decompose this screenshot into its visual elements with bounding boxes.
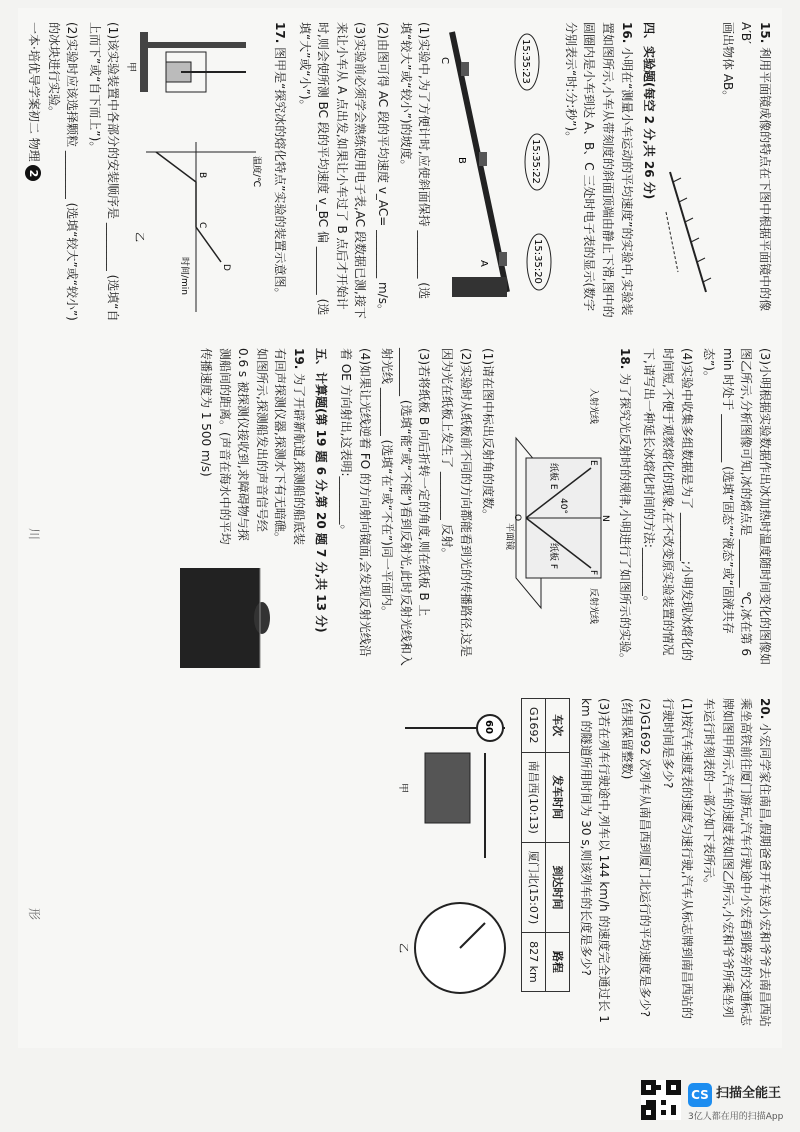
sonar-diagram xyxy=(180,568,300,668)
question-16 xyxy=(561,22,635,322)
rotated-page xyxy=(18,8,782,1048)
td-distance: 827 km xyxy=(521,933,545,992)
q18-number: 18. xyxy=(617,348,632,370)
board-e-label: 纸板 E xyxy=(548,463,559,490)
label-b: B xyxy=(456,157,468,164)
q16-sub3: (3)实验前必须学会熟练使用电子表,AC 段数据已测,接下来让小车从 A 点出发,如果让小车过了 B 点后才开始计时,则会使所测 BC 段的平均速度 v_BC 偏 ________ (选填“大”或“小”)。 xyxy=(297,22,368,319)
question-15 xyxy=(718,22,774,322)
reflected-ray-label: 反射光线 xyxy=(588,588,599,625)
footer-mid-mark: 川 xyxy=(26,528,41,541)
sign-and-speedometer xyxy=(395,698,515,1028)
ice-melting-diagram xyxy=(127,22,267,322)
clock-a: 15:35:20 xyxy=(532,239,544,284)
distance-sign xyxy=(425,753,470,823)
q17-text: 图甲是“探究冰的熔化特点”实验的装置示意图。 xyxy=(273,47,288,300)
graph-point-b: B xyxy=(197,172,208,179)
th-depart: 发车时间 xyxy=(546,752,570,842)
label-c: C xyxy=(439,57,451,64)
q20-text: 小宏同学家住南昌,假期爸爸开车送小宏和爷爷去南昌西站乘坐高铁前往厦门游玩,汽车行驶途中小宏看到路旁的交通标志牌如图甲所示,汽车的速度表如图乙所示,小宏和爷爷所乘坐列车运行时刻表的一部分如下表所示。 xyxy=(702,698,772,1027)
question-19 xyxy=(196,348,308,548)
td-depart: 南昌西(10:13) xyxy=(521,752,545,842)
q17-sub1: (1)该实验装置中各部分的安装顺序是 ________ (选填“自上而下”或“自下而上”)。 xyxy=(87,22,121,322)
page-number: 2 xyxy=(25,165,41,181)
mirror-label: 平面镜 xyxy=(504,523,515,551)
th-arrive: 到达时间 xyxy=(546,842,570,932)
section-4-title: 四、实验题(每空 2 分,共 26 分) xyxy=(642,22,657,200)
q19-sonar-figure xyxy=(180,568,300,668)
point-f-label: F xyxy=(588,570,599,576)
q19-text: 为了开辟新航道,探测船的船底装有回声探测仪器,探测水下有无暗礁。如图所示,探测船发出的声音信号经 0.6 s 被探测仪接收到,求障碍物与探测船间的距离。(声音在海水中的平均传播速度为 1 500 m/s) xyxy=(198,348,306,545)
board-f-label: 纸板 F xyxy=(548,543,559,570)
angle-label: 40° xyxy=(558,498,569,514)
point-e-label: E xyxy=(588,460,599,466)
q15-number: 15. xyxy=(758,22,772,44)
clock-c: 15:35:23 xyxy=(520,39,532,84)
fig-yi-label: 乙 xyxy=(133,232,145,242)
column-2 xyxy=(180,348,774,668)
normal-label: N xyxy=(600,515,611,522)
q19-number: 19. xyxy=(291,348,306,370)
question-20 xyxy=(700,698,774,1028)
column-3 xyxy=(391,698,774,1028)
q16-sub2: (2)由图可得 AC 段的平均速度 v_AC= ________ m/s。 xyxy=(376,22,391,316)
q20-figures xyxy=(395,698,515,1028)
question-18 xyxy=(615,348,634,668)
cart-c xyxy=(461,62,469,76)
q15-text-2: 画出物体 AB。 xyxy=(720,22,735,103)
footer-title: 一本·培优导学案初二 物理 xyxy=(26,22,41,162)
camscanner-tagline: 3亿人都在用的扫描App xyxy=(688,1112,784,1122)
cart-a xyxy=(499,252,507,266)
clock-b: 15:35:22 xyxy=(530,139,542,184)
q17-figures xyxy=(127,22,267,322)
q16-incline-figure xyxy=(437,22,557,322)
incident-ray-label: 入射光线 xyxy=(588,388,599,425)
q15-mirror-figure xyxy=(664,22,714,322)
fig-jia-label: 甲 xyxy=(126,62,137,72)
q16-sub1: (1)实验中,为了方便计时,应使斜面保持 ________ (选填“较大”或“较小”)的坡度。 xyxy=(398,22,432,299)
reflection-diagram xyxy=(501,348,611,668)
q17-sub2: (2)实验时应该选择颗粒 ________ (选填“较大”或“较小”)的冰块进行实验。 xyxy=(46,22,80,321)
mirror-diagram xyxy=(664,22,714,322)
q18-reflection-figure xyxy=(501,348,611,668)
section-5-title: 五、计算题(第 19 题 6 分,第 20 题 7 分,共 13 分) xyxy=(314,348,329,633)
th-train: 车次 xyxy=(546,699,570,753)
label-a: A xyxy=(478,260,490,267)
q18-text: 为了探究光反射时的规律,小明进行了如图所示的实验。 xyxy=(617,373,632,665)
incline-diagram xyxy=(437,22,557,322)
td-arrive: 厦门北(15:07) xyxy=(521,842,545,932)
td-train: G1692 xyxy=(521,699,545,753)
q18-sub3: (3)若将纸板 B 向后折转一定的角度,则在纸板 B 上 ________ (选填“能”或“不能”)看到反射光,此时反射光线和入射光线 ________ (选填“在”或“不在”)同一平面内。 xyxy=(380,348,432,666)
cart-b xyxy=(479,152,487,166)
graph-x-label: 时间/min xyxy=(179,257,190,296)
q18-sub1: (1)请在图中标出反射角的度数。 xyxy=(481,348,496,521)
fig-yi-label-20: 乙 xyxy=(396,943,408,953)
timetable-row xyxy=(521,699,545,992)
q16-number: 16. xyxy=(619,22,634,44)
q20-sub3: (3)若在列车行驶途中,列车以 144 km/h 的速度完全通过长 1 km 的隧道所用时间为 30 s,则该列车的长度是多少? xyxy=(578,698,612,1023)
question-17 xyxy=(271,22,290,322)
graph-point-c: C xyxy=(197,222,208,229)
train-timetable xyxy=(521,698,570,992)
q18-sub4: (4)如果让光线逆着 FO 的方向射向镜面,会发现反射光线沿着 OE 方向射出,这表明:________。 xyxy=(339,348,372,657)
scanned-sheet xyxy=(18,8,782,1048)
q20-sub2: (2)G1692 次列车从南昌西到厦门北运行的平均速度是多少?(结果保留整数) xyxy=(619,698,653,1018)
speed-limit-value: 60 xyxy=(482,720,494,734)
th-distance: 路程 xyxy=(546,933,570,992)
q17-sub3: (3)小明根据实验数据作出冰加热时温度随时间变化的图像如图乙所示,分析图像可知,冰的熔点是 ________ ℃,冰在第 6 min 时处于 ________ (选填“固态”“液态”或“固液共存态”)。 xyxy=(702,348,772,666)
camscanner-app-name: 扫描全能王 xyxy=(716,1086,782,1101)
q20-sub1: (1)按汽车速度表的速度匀速行驶,汽车从标志牌到南昌西站的行驶时间是多少? xyxy=(661,698,694,1019)
qr-code-icon xyxy=(641,1080,681,1120)
q17-sub4: (4)实验中收集多组数据是为了 ________;小明发现冰熔化的时间短,不便于观察熔化的现象,在不改变原实验装置的情况下,请写出一种延长冰熔化时间的方法:________。 xyxy=(642,348,694,661)
column-1 xyxy=(40,22,774,322)
q17-number: 17. xyxy=(273,22,288,44)
q16-text: 小明在“测量小车运动的平均速度”的实验中,实验装置如图所示,小车从带刻度的斜面顶端由静止下滑,图中的圆圈内是小车到达 A、B、C 三处时电子表的显示(数字分别表示“时:分:秒”)。 xyxy=(563,22,634,318)
point-o-label: O xyxy=(512,514,523,522)
graph-y-label: 温度/℃ xyxy=(251,156,262,188)
q18-sub2: (2)实验时从纸板前不同的方向都能看到光的传播路径,这是因为光在纸板上发生了 ________ 反射。 xyxy=(440,348,473,657)
timetable-header-row xyxy=(546,699,570,992)
fig-jia-label-20: 甲 xyxy=(396,783,408,793)
q15-text-1: 利用平面镜成像的特点在下图中根据平面镜中的像 A′B′ xyxy=(739,22,772,312)
camscanner-logo-icon: CS xyxy=(688,1083,712,1107)
footer-right-mark: 形 xyxy=(26,908,41,921)
q20-number: 20. xyxy=(758,698,772,720)
page-footer xyxy=(24,22,43,181)
graph-point-d: D xyxy=(221,264,232,271)
